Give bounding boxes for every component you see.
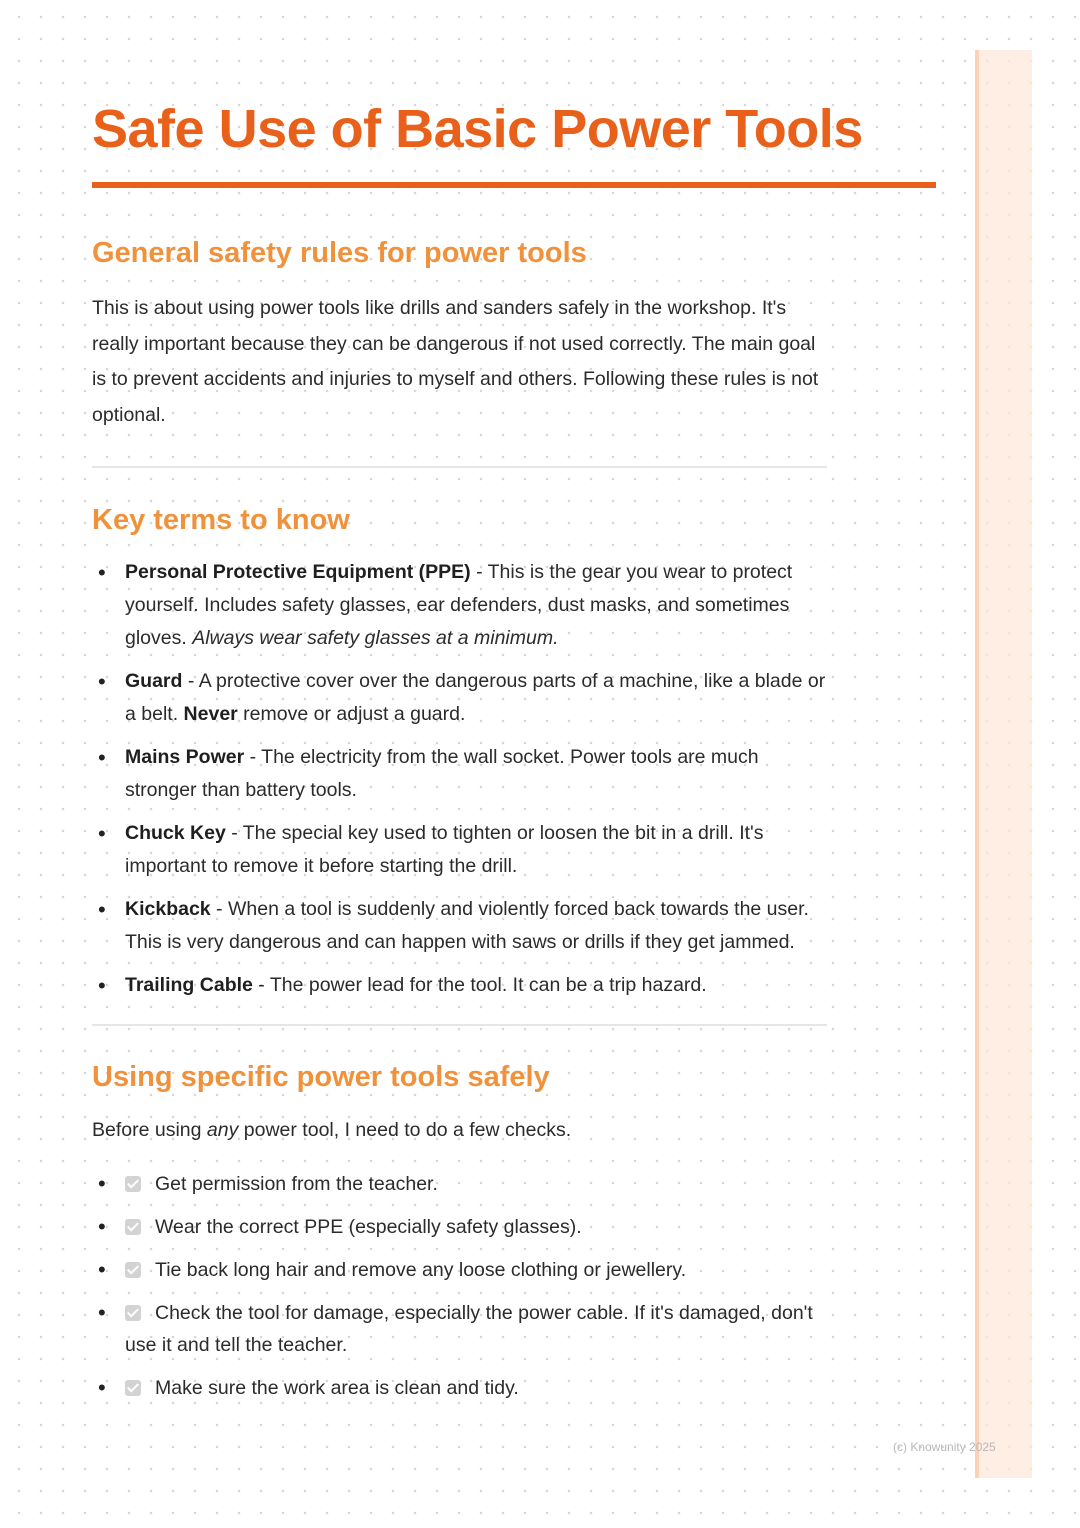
term-name: Mains Power xyxy=(125,746,245,768)
check-label: Check the tool for damage, especially the power cable. If it's damaged, don't use it and tell the teacher. xyxy=(125,1301,813,1356)
general-paragraph: This is about using power tools like drills and sanders safely in the workshop. It's really important because they can be dangerous if not used correctly. The main goal is to prevent accidents and injuries to myself and others. Following these rules is not optional. xyxy=(92,297,819,426)
check-label: Wear the correct PPE (especially safety glasses). xyxy=(155,1215,582,1238)
checklist xyxy=(92,1168,827,1404)
term-definition: - The electricity from the wall socket. Power tools are much stronger than battery tools. xyxy=(125,746,759,801)
checked-checkbox-icon xyxy=(125,1305,141,1321)
term-name: Personal Protective Equipment (PPE) xyxy=(125,561,471,583)
checked-checkbox-icon xyxy=(125,1176,141,1192)
checked-checkbox-icon xyxy=(125,1380,141,1396)
list-item xyxy=(92,1211,827,1243)
page-title: Safe Use of Basic Power Tools xyxy=(92,99,863,159)
section-key-terms xyxy=(92,501,827,1002)
list-item xyxy=(92,1297,827,1361)
check-label: Make sure the work area is clean and tidy. xyxy=(155,1376,519,1399)
term-note: Always wear safety glasses at a minimum. xyxy=(192,627,559,649)
list-item xyxy=(92,893,827,959)
intro-text: Before using xyxy=(92,1119,207,1141)
section-general xyxy=(92,234,827,433)
copyright-footer: (c) Knowunity 2025 xyxy=(893,1440,996,1454)
list-item xyxy=(92,741,827,807)
intro-text-end: power tool, I need to do a few checks. xyxy=(238,1119,572,1141)
term-definition: - The special key used to tighten or loosen the bit in a drill. It's important to remove it before starting the drill. xyxy=(125,822,764,877)
key-terms-list xyxy=(92,556,827,1002)
term-name: Trailing Cable xyxy=(125,974,253,996)
term-name: Kickback xyxy=(125,898,211,920)
section-specific xyxy=(92,1058,827,1404)
term-definition: - This is the gear you wear to protect yourself. Includes safety glasses, ear defenders, dust masks, and sometimes gloves. xyxy=(125,561,793,649)
term-name: Chuck Key xyxy=(125,822,226,844)
list-item xyxy=(92,556,827,655)
check-label: Tie back long hair and remove any loose clothing or jewellery. xyxy=(155,1258,687,1281)
term-definition-end: remove or adjust a guard. xyxy=(237,703,466,725)
section-heading-key-terms: Key terms to know xyxy=(92,504,350,536)
list-item xyxy=(92,969,827,1002)
term-definition: - A protective cover over the dangerous parts of a machine, like a blade or a belt. xyxy=(125,670,826,725)
term-definition: - When a tool is suddenly and violently forced back towards the user. This is very dangerous and can happen with saws or drills if they get jammed. xyxy=(125,898,809,953)
checked-checkbox-icon xyxy=(125,1219,141,1235)
specific-intro xyxy=(92,1113,827,1149)
intro-emphasis: any xyxy=(206,1119,239,1141)
list-item xyxy=(92,1254,827,1286)
title-underline xyxy=(92,182,936,188)
list-item xyxy=(92,1372,827,1404)
term-emphasis: Never xyxy=(183,703,238,725)
term-name: Guard xyxy=(125,670,183,692)
margin-sidebar xyxy=(975,50,1032,1478)
list-item xyxy=(92,1168,827,1200)
list-item xyxy=(92,817,827,883)
section-divider xyxy=(92,1024,827,1026)
page-content xyxy=(92,96,937,1415)
list-item xyxy=(92,665,827,731)
check-label: Get permission from the teacher. xyxy=(155,1172,438,1195)
term-definition: - The power lead for the tool. It can be a trip hazard. xyxy=(252,974,707,996)
section-divider xyxy=(92,466,827,468)
section-heading-specific: Using specific power tools safely xyxy=(92,1061,550,1093)
checked-checkbox-icon xyxy=(125,1262,141,1278)
section-heading-general: General safety rules for power tools xyxy=(92,237,587,269)
